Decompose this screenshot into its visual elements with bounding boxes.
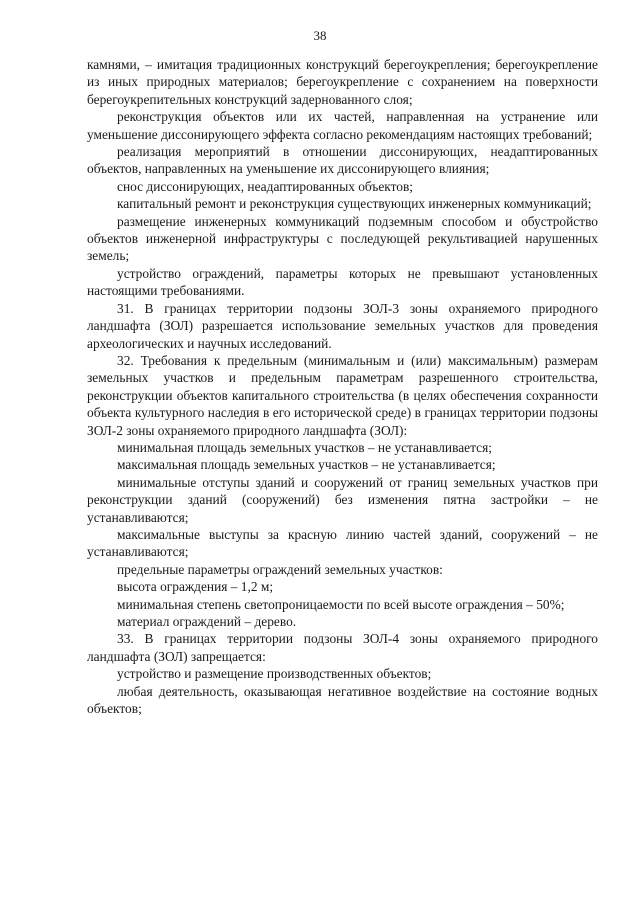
paragraph: предельные параметры ограждений земельных участков:	[117, 561, 443, 577]
paragraph: реконструкция объектов или их частей, направленная на устранение или уменьшение диссонирующего эффекта согласно рекомендациям настоящих требований;	[87, 109, 598, 142]
paragraph: камнями, – имитация традиционных конструкций берегоукрепления; берегоукрепление из иных природных материалов; берегоукрепление с сохранением на поверхности берегоукрепительных конструкций задернованного слоя;	[87, 57, 598, 107]
paragraph: материал ограждений – дерево.	[117, 614, 297, 629]
paragraph: максимальная площадь земельных участков – не устанавливается;	[117, 457, 496, 473]
paragraph: любая деятельность, оказывающая негативное воздействие на состояние водных объектов;	[87, 683, 598, 717]
paragraph: минимальная степень светопроницаемости по всей высоте ограждения – 50%;	[117, 596, 565, 612]
section-33: 33. В границах территории подзоны ЗОЛ-4 зоны охраняемого природного ландшафта (ЗОЛ) запрещается:	[87, 631, 598, 664]
paragraph: реализация мероприятий в отношении диссонирующих, неадаптированных объектов, направленных на уменьшение их диссонирующего влияния;	[87, 144, 598, 177]
paragraph: минимальные отступы зданий и сооружений от границ земельных участков при реконструкции зданий (сооружений) без изменения пятна застройки – не устанавливаются;	[87, 474, 598, 525]
document-body	[87, 56, 598, 717]
paragraph: устройство ограждений, параметры которых не превышают установленных настоящими требованиями.	[87, 265, 598, 299]
paragraph: размещение инженерных коммуникаций подземным способом и обустройство объектов инженерной инфраструктуры с последующей рекультивацией нарушенных земель;	[87, 213, 598, 264]
paragraph: высота ограждения – 1,2 м;	[117, 579, 274, 595]
paragraph: минимальная площадь земельных участков – не устанавливается;	[117, 439, 492, 455]
paragraph: устройство и размещение производственных объектов;	[117, 666, 432, 682]
paragraph: снос диссонирующих, неадаптированных объектов;	[117, 178, 414, 194]
section-32: 32. Требования к предельным (минимальным и (или) максимальным) размерам земельных участков и предельным параметрам разрешенного строительства, реконструкции объектов капитального строительства (в целях обеспечения сохранности объекта культурного наследия в его исторической среде) в границах территории подзоны ЗОЛ-2 зоны охраняемого природного ландшафта (ЗОЛ):	[87, 352, 598, 438]
page-number: 38	[313, 28, 327, 43]
section-31: 31. В границах территории подзоны ЗОЛ-3 зоны охраняемого природного ландшафта (ЗОЛ) разрешается использование земельных участков для проведения археологических и научных исследований.	[87, 300, 598, 351]
paragraph: капитальный ремонт и реконструкция существующих инженерных коммуникаций;	[117, 196, 592, 212]
paragraph: максимальные выступы за красную линию частей зданий, сооружений – не устанавливаются;	[87, 526, 598, 560]
